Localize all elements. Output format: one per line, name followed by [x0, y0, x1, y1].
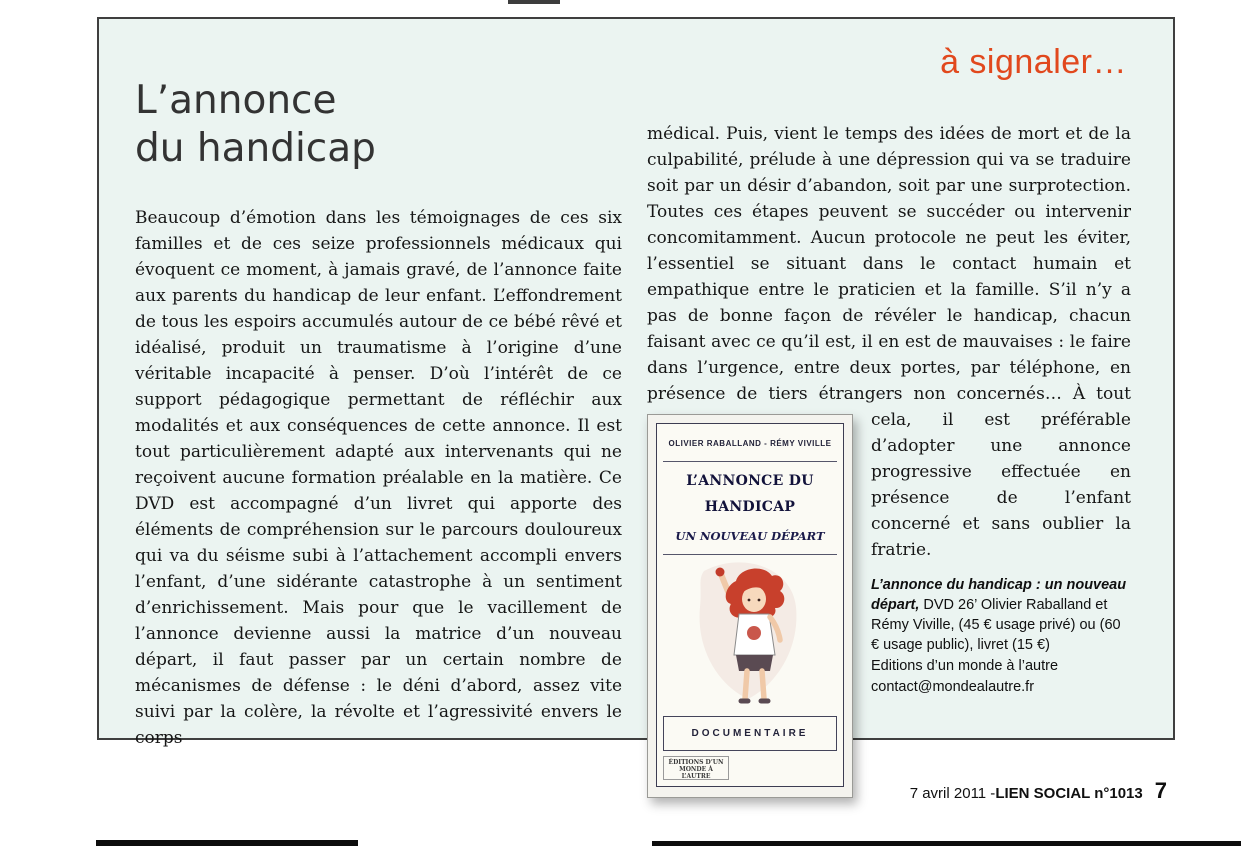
article-box [97, 17, 1175, 780]
section-label: à signaler… [940, 43, 1127, 81]
left-column [135, 205, 622, 751]
dvd-cover-container [647, 414, 853, 798]
right-column [647, 121, 1131, 802]
right-column-text-part2: cela, il est préférable d’adopter une annonce progressive effectuée en présence de l’enfant concerné et sans oublier la fratrie. [871, 410, 1131, 560]
footer-page-number: 7 [1154, 778, 1167, 803]
dvd-cover-genre: DOCUMENTAIRE [663, 716, 837, 751]
dvd-cover [647, 414, 853, 798]
footer-journal-name: LIEN SOCIAL n°1013 [995, 785, 1143, 802]
page-footer [910, 778, 1167, 804]
dvd-cover-frame [656, 423, 844, 787]
scan-artifact [508, 0, 560, 4]
dvd-cover-subtitle: UN NOUVEAU DÉPART [663, 523, 837, 555]
article-title-line2: du handicap [135, 126, 376, 171]
dvd-caption-publisher: Editions d’un monde à l’autre [871, 658, 1059, 674]
dvd-caption [871, 575, 1131, 697]
footer-date: 7 avril 2011 - [909, 785, 996, 802]
dvd-caption-title: L’annonce du handicap : un nouveau départ, [871, 577, 1127, 613]
scan-artifact [652, 841, 1241, 846]
dvd-cover-bottom [663, 756, 837, 780]
dvd-cover-art [663, 561, 837, 711]
right-column-text [647, 121, 1131, 780]
left-column-text: Beaucoup d’émotion dans les témoignages de ces six familles et de ces seize professionnels médicaux qui évoquent ce moment, à jamais gravé, de l’annonce faite aux parents du handicap de leur enfant. L’effondrement de tous les espoirs accumulés autour de ce bébé rêvé et idéalisé, produit un traumatisme à l’origine d’une véritable incapacité à penser. D’où l’intérêt de ce support pédagogique permettant de réfléchir aux modalités et aux conséquences de cette annonce. Il est tout particulièrement adapté aux intervenants qui ne reçoivent aucune formation préalable en la matière. Ce DVD est accompagné d’un livret qui apporte des éléments de compréhension sur le parcours douloureux qui va du séisme subi à l’attachement accompli envers l’enfant, d’une sidérante catastrophe à un sentiment d’enrichissement. Mais pour que le vacillement de l’annonce devienne aussi la matrice d’un nouveau départ, il faut passer par un certain nombre de mécanismes de défense : le déni d’abord, assez vite suivi par la colère, la révolte et l’agressivité envers le corps [135, 208, 622, 748]
article-title-line1: L’annonce [135, 78, 337, 123]
dvd-cover-illustration [685, 561, 815, 711]
dvd-cover-authors: OLIVIER RABALLAND - RÉMY VIVILLE [663, 431, 837, 462]
dvd-cover-publisher-logo: ÉDITIONS D’UN MONDE À L’AUTRE [663, 756, 729, 780]
dvd-cover-title: L’ANNONCE DU HANDICAP [686, 473, 814, 515]
scan-artifact [96, 840, 358, 846]
right-column-text-part1: médical. Puis, vient le temps des idées de mort et de la culpabilité, prélude à une dépression qui va se traduire soit par un désir d’abandon, soit par une surprotection. Toutes ces étapes peuvent se succéder ou intervenir concomitamment. Aucun protocole ne peut les éviter, l’essentiel se situant dans le contact humain et empathique entre le praticien et la famille. S’il n’y a pas de bonne façon de révéler le handicap, chacun faisant avec ce qu’il est, il en est de mauvaises : le faire dans l’urgence, entre deux portes, par téléphone, en présence de tiers étrangers non concernés… À tout [647, 124, 1131, 404]
dvd-caption-contact-email: contact@mondealautre.fr [871, 679, 1035, 695]
article-title [135, 77, 376, 173]
dvd-caption-credits: DVD 26’ Olivier Raballand et Rémy Viville, (45 € usage privé) ou (60 € usage public), livret (15 €) [871, 597, 1121, 653]
